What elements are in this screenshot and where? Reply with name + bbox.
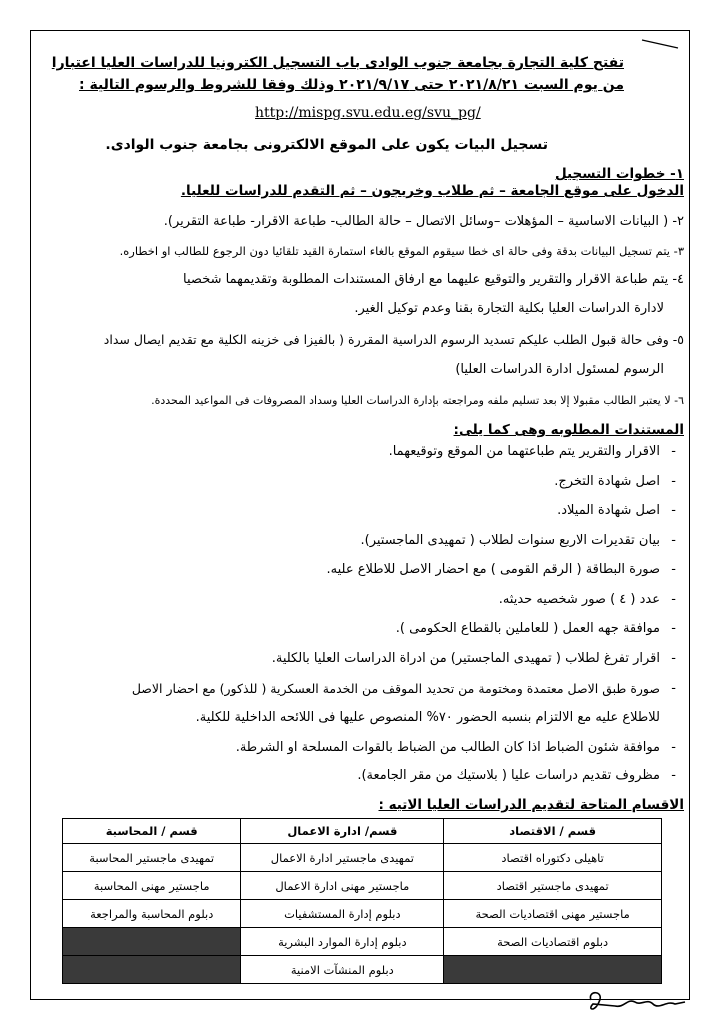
- bullet-dash: -: [671, 444, 676, 459]
- departments-title: الاقسام المتاحة لتقديم الدراسات العليا الاتيه :: [378, 797, 684, 813]
- doc-item: بيان تقديرات الاربع سنوات لطلاب ( تمهيدى الماجستير).: [360, 533, 660, 548]
- doc-item: مظروف تقديم دراسات عليا ( بلاستيك من مقر الجامعة).: [357, 768, 660, 783]
- registration-note: تسجيل البيات يكون على الموقع الالكترونى بجامعة جنوب الوادى.: [105, 137, 548, 153]
- table-header: قسم / المحاسبة: [63, 819, 241, 844]
- bullet-dash: -: [671, 651, 676, 666]
- bullet-dash: -: [671, 503, 676, 518]
- table-row: [63, 928, 662, 956]
- step-3: ٣- يتم تسجيل البيانات بدقة وفى حالة اى خطا سيقوم الموقع بالغاء استمارة القيد تلقائيا دون الرجوع للطالب او اخطاره.: [119, 244, 684, 258]
- header-line-1: تفتح كلية التجارة بجامعة جنوب الوادى باب التسجيل الكترونيا للدراسات العليا اعتبارا: [51, 55, 624, 71]
- step-5: ٥- وفى حالة قبول الطلب عليكم تسديد الرسوم الدراسية المقررة ( بالفيزا فى خزينه الكلية مع تقديم ايصال سداد: [103, 332, 684, 347]
- bullet-dash: -: [671, 681, 676, 696]
- table-cell: تمهيدى ماجستير المحاسبة: [63, 844, 241, 872]
- steps-title: ١- خطوات التسجيل: [554, 166, 684, 182]
- step-4-cont: لادارة الدراسات العليا بكلية التجارة بقنا وعدم توكيل الغير.: [354, 301, 664, 316]
- bullet-dash: -: [671, 740, 676, 755]
- table-cell: دبلوم المحاسبة والمراجعة: [63, 900, 241, 928]
- bullet-dash: -: [671, 562, 676, 577]
- signature-mark: [585, 988, 690, 1018]
- bullet-dash: -: [671, 474, 676, 489]
- table-cell: دبلوم إدارة الموارد البشرية: [241, 928, 444, 956]
- table-cell: ماجستير مهنى ادارة الاعمال: [241, 872, 444, 900]
- table-row: [63, 900, 662, 928]
- registration-url[interactable]: http://mispg.svu.edu.eg/svu_pg/: [255, 105, 481, 121]
- bullet-dash: -: [671, 768, 676, 783]
- bullet-dash: -: [671, 533, 676, 548]
- doc-item: صورة طبق الاصل معتمدة ومختومة من تحديد الموقف من الخدمة العسكرية ( للذكور) مع احضار الاصل: [131, 681, 660, 696]
- doc-item-cont: للاطلاع عليه مع الالتزام بنسبه الحضور ٧٠% المنصوص عليها فى اللائحه الداخلية للكلية.: [195, 710, 660, 725]
- step-4: ٤- يتم طباعة الاقرار والتقرير والتوقيع عليهما مع ارفاق المستندات المطلوبة وتقديمهما شخصيا: [183, 272, 684, 287]
- doc-item: موافقة جهه العمل ( للعاملين بالقطاع الحكومى ).: [395, 621, 660, 636]
- table-cell-shaded: [63, 956, 241, 984]
- docs-title: المستندات المطلوبه وهى كما يلى:: [453, 422, 684, 438]
- table-cell: تمهيدى ماجستير ادارة الاعمال: [241, 844, 444, 872]
- table-row: [63, 872, 662, 900]
- doc-item: اصل شهادة التخرج.: [554, 474, 660, 489]
- steps-login: الدخول على موقع الجامعة – ثم طلاب وخريجون – ثم التقدم للدراسات للعليا.: [180, 183, 684, 199]
- table-row: [63, 956, 662, 984]
- doc-item: اصل شهادة الميلاد.: [557, 503, 660, 518]
- table-cell: دبلوم المنشآت الامنية: [241, 956, 444, 984]
- doc-item: موافقة شئون الضباط اذا كان الطالب من الضباط بالقوات المسلحة او الشرطة.: [235, 740, 660, 755]
- step-6: ٦- لا يعتبر الطالب مقبولا إلا بعد تسليم ملفه ومراجعته بإدارة الدراسات العليا وسداد المصروفات فى المواعيد المحددة.: [151, 394, 684, 407]
- bullet-dash: -: [671, 592, 676, 607]
- departments-table: [62, 818, 662, 984]
- doc-item: اقرار تفرغ لطلاب ( تمهيدى الماجستير) من ادراة الدراسات العليا بالكلية.: [271, 651, 660, 666]
- table-header-row: [63, 819, 662, 844]
- table-cell-shaded: [63, 928, 241, 956]
- step-5-cont: الرسوم لمسئول ادارة الدراسات العليا): [455, 362, 664, 377]
- table-cell-shaded: [444, 956, 662, 984]
- table-header: قسم/ ادارة الاعمال: [241, 819, 444, 844]
- step-2: ٢- ( البيانات الاساسية – المؤهلات –وسائل الاتصال – حالة الطالب- طباعة الاقرار- طباعة التقرير).: [163, 214, 684, 229]
- bullet-dash: -: [671, 621, 676, 636]
- table-cell: ماجستير مهنى المحاسبة: [63, 872, 241, 900]
- table-cell: ماجستير مهنى اقتصاديات الصحة: [444, 900, 662, 928]
- doc-item: صورة البطاقة ( الرقم القومى ) مع احضار الاصل للاطلاع عليه.: [326, 562, 660, 577]
- table-header: قسم / الاقتصاد: [444, 819, 662, 844]
- table-cell: تاهيلى دكتوراه اقتصاد: [444, 844, 662, 872]
- table-row: [63, 844, 662, 872]
- doc-item: عدد ( ٤ ) صور شخصيه حديثه.: [498, 592, 660, 607]
- corner-stroke: [640, 36, 680, 52]
- table-cell: دبلوم إدارة المستشفيات: [241, 900, 444, 928]
- header-line-2: من يوم السبت ٢٠٢١/٨/٢١ حتى ٢٠٢١/٩/١٧ وذلك وفقا للشروط والرسوم التالية :: [79, 77, 624, 93]
- doc-item: الاقرار والتقرير يتم طباعتهما من الموقع وتوقيعهما.: [388, 444, 660, 459]
- table-cell: تمهيدى ماجستير اقتصاد: [444, 872, 662, 900]
- table-cell: دبلوم اقتصاديات الصحة: [444, 928, 662, 956]
